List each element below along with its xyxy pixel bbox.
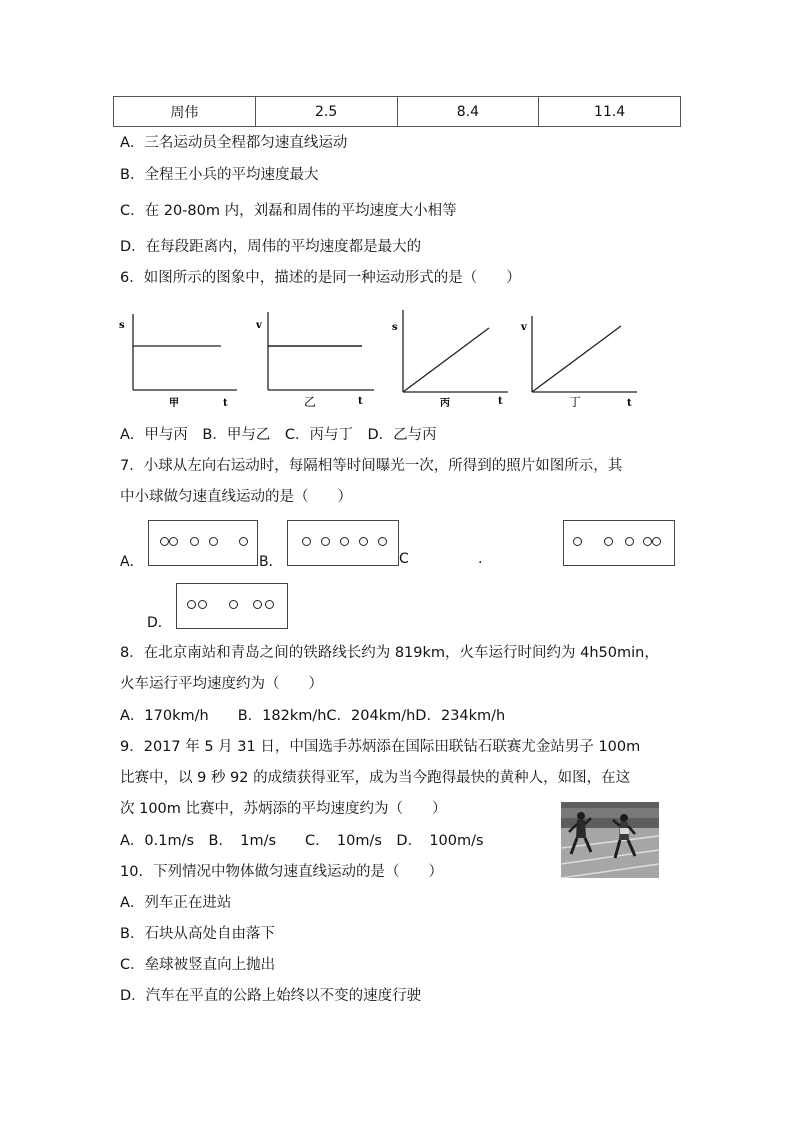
q10-option-a: A．列车正在进站 xyxy=(120,895,232,911)
q5-option-b: B．全程王小兵的平均速度最大 xyxy=(120,167,319,183)
q8-options: A．170km/h B．182km/hC．204km/hD．234km/h xyxy=(120,708,506,724)
table-cell: 11.4 xyxy=(539,97,681,127)
q9-stem-line1: 9．2017 年 5 月 31 日，中国选手苏炳添在国际田联钻石联赛尤金站男子 100m xyxy=(120,739,641,755)
graph-y-label: s xyxy=(119,320,125,331)
ball xyxy=(321,537,330,546)
q7-label-a: A． xyxy=(120,554,144,570)
q10-option-c: C．垒球被竖直向上抛出 xyxy=(120,957,276,973)
ball xyxy=(378,537,387,546)
graph-jia xyxy=(115,306,245,412)
graph-yi xyxy=(252,306,382,412)
q7-label-c: C xyxy=(399,551,409,567)
q7-stem-line2: 中小球做匀速直线运动的是（ ） xyxy=(120,489,352,505)
ball xyxy=(643,537,652,546)
data-table xyxy=(113,96,681,127)
graph-x-label: t xyxy=(223,398,228,409)
ball xyxy=(625,537,634,546)
ball xyxy=(160,537,169,546)
table-cell-name: 周伟 xyxy=(114,97,256,127)
q7-stem-line1: 7．小球从左向右运动时，每隔相等时间曝光一次，所得到的照片如图所示，其 xyxy=(120,458,623,474)
q9-stem-line2: 比赛中，以 9 秒 92 的成绩获得亚军，成为当今跑得最快的黄种人，如图，在这 xyxy=(120,770,631,786)
graph-x-label: t xyxy=(358,396,363,407)
ball xyxy=(340,537,349,546)
q8-stem-line2: 火车运行平均速度约为（ ） xyxy=(120,676,323,692)
q5-option-a: A．三名运动员全程都匀速直线运动 xyxy=(120,135,348,151)
ball xyxy=(198,600,207,609)
ball xyxy=(209,537,218,546)
ball xyxy=(573,537,582,546)
ball xyxy=(604,537,613,546)
ball xyxy=(190,537,199,546)
q5-option-d: D．在每段距离内，周伟的平均速度都是最大的 xyxy=(120,239,422,255)
photo-c xyxy=(563,520,675,566)
graph-name: 乙 xyxy=(304,395,317,409)
q10-option-d: D．汽车在平直的公路上始终以不变的速度行驶 xyxy=(120,988,422,1004)
q10-option-b: B．石块从高处自由落下 xyxy=(120,926,275,942)
table-row xyxy=(114,97,681,127)
ball xyxy=(229,600,238,609)
graph-y-label: s xyxy=(392,322,398,333)
q7-dot: . xyxy=(478,551,483,567)
graph-name: 丙 xyxy=(440,398,450,409)
ball xyxy=(302,537,311,546)
table-cell: 2.5 xyxy=(255,97,397,127)
ball xyxy=(253,600,262,609)
graph-y-label: v xyxy=(521,322,527,333)
ball xyxy=(652,537,661,546)
photo-a xyxy=(148,520,258,566)
q8-stem-line1: 8．在北京南站和青岛之间的铁路线长约为 819km，火车运行时间约为 4h50min， xyxy=(120,645,659,661)
ball xyxy=(359,537,368,546)
q7-label-b: B． xyxy=(259,554,283,570)
ball xyxy=(265,600,274,609)
q9-stem-line3: 次 100m 比赛中，苏炳添的平均速度约为（ ） xyxy=(120,801,447,817)
graph-y-label: v xyxy=(256,320,262,331)
graph-name: 丁 xyxy=(569,395,582,409)
q6-options: A．甲与丙 B．甲与乙 C．丙与丁 D．乙与丙 xyxy=(120,427,437,443)
ball xyxy=(169,537,178,546)
graph-x-label: t xyxy=(627,398,632,409)
graph-bing xyxy=(388,306,518,412)
ball xyxy=(187,600,196,609)
q9-options: A．0.1m/s B． 1m/s C． 10m/s D． 100m/s xyxy=(120,833,484,849)
graph-x-label: t xyxy=(498,396,503,407)
sprinter-photo xyxy=(561,802,659,878)
table-cell: 8.4 xyxy=(397,97,539,127)
ball xyxy=(239,537,248,546)
photo-b xyxy=(287,520,399,566)
graph-name: 甲 xyxy=(169,398,179,409)
graph-ding xyxy=(517,306,647,412)
q10-stem: 10．下列情况中物体做匀速直线运动的是（ ） xyxy=(120,864,443,880)
q6-stem: 6．如图所示的图象中，描述的是同一种运动形式的是（ ） xyxy=(120,270,521,286)
q5-option-c: C．在 20-80m 内，刘磊和周伟的平均速度大小相等 xyxy=(120,203,457,219)
q7-label-d: D． xyxy=(147,615,172,631)
photo-d xyxy=(176,583,288,629)
